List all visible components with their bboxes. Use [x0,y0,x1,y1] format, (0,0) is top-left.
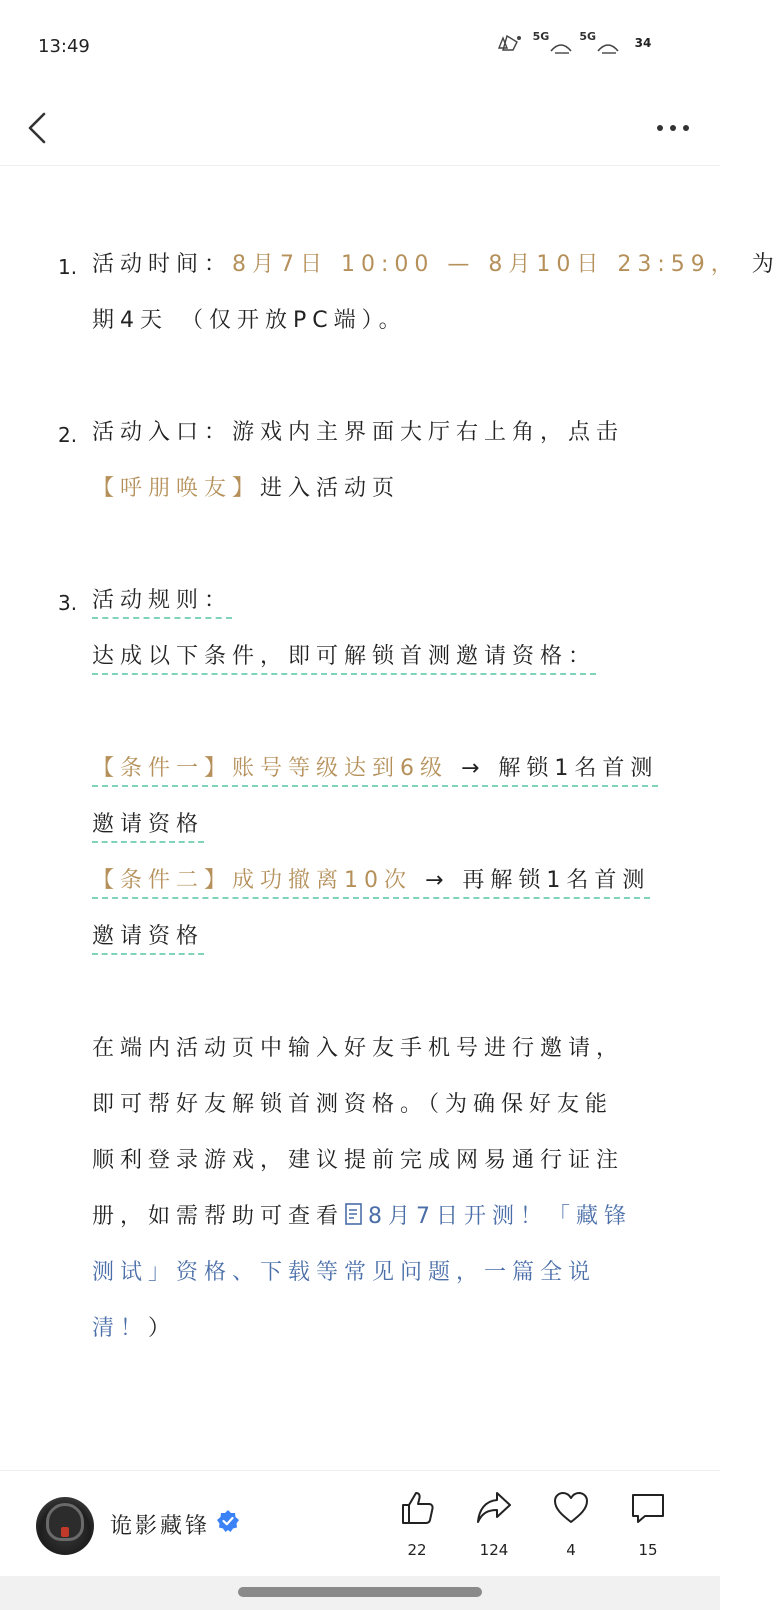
status-icons [493,28,660,58]
home-indicator-area [0,1576,720,1610]
para-line4: 册，如需帮助可查看 8月7日开测！「藏锋 [92,1204,633,1229]
event-time: 8月7日 10:00 — 8月10日 23:59， [232,252,739,277]
condition-2-line2: 邀请资格 [92,922,204,952]
faq-article-link-cont[interactable]: 测试」资格、下载等常见问题，一篇全说 [92,1260,597,1285]
bottom-action-bar [0,1470,720,1576]
status-bar [0,0,720,90]
condition-2: 【条件二】成功撤离10次 → 再解锁1名首测 [92,866,650,896]
para-line1: 在端内活动页中输入好友手机号进行邀请， [92,1036,625,1061]
author-name[interactable]: 诡影藏锋 [110,1514,211,1539]
signal-1-icon [549,31,573,55]
item-number: 2. [58,423,78,447]
document-icon [344,1202,364,1226]
favorite-count: 4 [566,1541,576,1559]
more-dots-icon[interactable] [654,116,692,140]
verified-badge-icon [216,1509,240,1533]
share-arrow-icon [475,1489,513,1527]
item3-rule: 达成以下条件，即可解锁首测邀请资格： [92,642,596,672]
author-avatar[interactable] [36,1497,94,1555]
heart-icon [552,1489,590,1527]
like-button[interactable] [389,1489,445,1559]
event-entry-link[interactable]: 【呼朋唤友】 [92,476,261,501]
item3-label: 活动规则： [92,586,232,616]
item-number: 3. [58,591,78,615]
item1-line1: 活动时间：8月7日 10:00 — 8月10日 23:59， 为 [92,252,780,277]
signal-5g-2: 5G [579,31,620,55]
share-count: 124 [479,1541,509,1559]
thumbs-up-icon [398,1489,436,1527]
signal-5g-1: 5G [533,31,574,55]
faq-article-link-end[interactable]: 清！ [92,1316,149,1341]
status-time: 13:49 [38,36,90,57]
item2-line1: 活动入口：游戏内主界面大厅右上角，点击 [92,420,625,445]
item1-line2: 期4天 （仅开放PC端）。 [92,308,407,333]
para-line3: 顺利登录游戏，建议提前完成网易通行证注 [92,1148,625,1173]
battery-indicator: 34 [626,32,660,54]
comment-button[interactable] [620,1489,676,1559]
item-number: 1. [58,255,78,279]
comment-count: 15 [638,1541,658,1559]
favorite-button[interactable] [543,1489,599,1559]
signal-2-icon [596,31,620,55]
faq-article-link[interactable]: 8月7日开测！「藏锋 [368,1204,633,1229]
comment-bubble-icon [629,1489,667,1527]
top-nav [0,90,720,166]
condition-1-line2: 邀请资格 [92,810,204,840]
share-button[interactable] [466,1489,522,1559]
home-indicator-bar[interactable] [238,1587,482,1597]
para-line2: 即可帮好友解锁首测资格。（为确保好友能 [92,1092,614,1117]
weather-icon [493,30,527,56]
chevron-left-icon[interactable] [22,108,56,148]
para-line7: 清！） [92,1316,177,1341]
condition-1: 【条件一】账号等级达到6级 → 解锁1名首测 [92,754,658,784]
like-count: 22 [407,1541,427,1559]
item2-line2: 【呼朋唤友】进入活动页 [92,476,401,501]
